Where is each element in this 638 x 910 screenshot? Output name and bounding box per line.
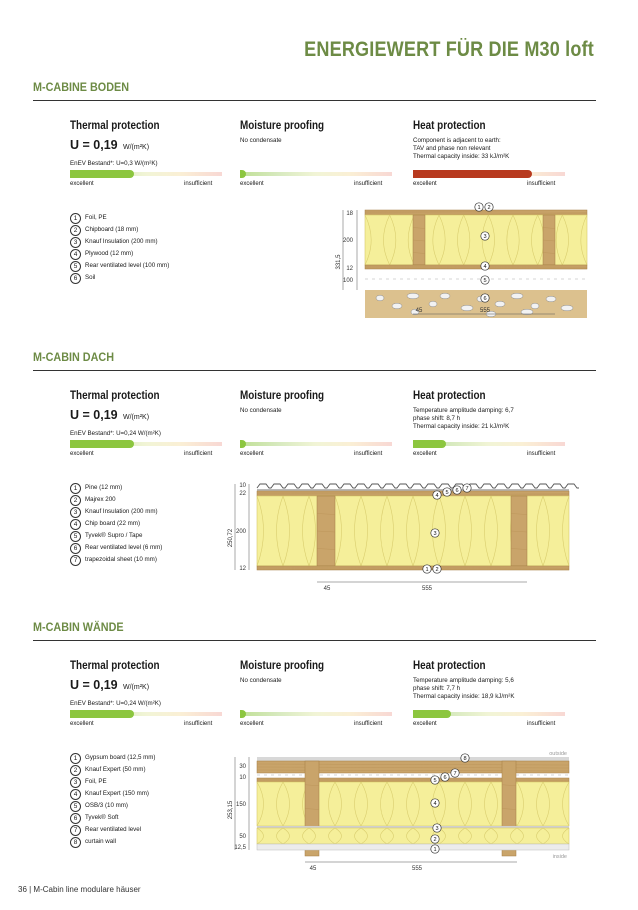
callout-marker (485, 203, 493, 211)
legend-item (70, 482, 162, 494)
legend-label: Tyvek® Soft (85, 814, 119, 821)
scale-bar (240, 170, 246, 178)
legend-label: Chip board (22 mm) (85, 520, 141, 527)
legend-label: Knauf Expert (150 mm) (85, 790, 149, 797)
moisture-text: No condensate (240, 407, 282, 414)
legend-label: Rear ventilated level (85, 826, 142, 833)
scale-excellent: excellent (413, 721, 437, 727)
scale-bar (413, 440, 446, 448)
legend-label: Foil, PE (85, 778, 107, 785)
legend-number: 4 (70, 519, 81, 530)
legend-item (70, 260, 169, 272)
dim-label: 555 (421, 586, 433, 592)
callout-number: 6 (455, 488, 459, 494)
dim-total: 253,15 (228, 800, 234, 820)
legend-number: 4 (70, 249, 81, 260)
heat-line: Thermal capacity inside: 18,9 kJ/m²K (413, 693, 515, 700)
scale-insufficient: insufficient (527, 721, 556, 727)
legend-label: OSB/3 (10 mm) (85, 802, 128, 809)
legend-label: Knauf Insulation (200 mm) (85, 508, 158, 515)
dim-label: 10 (239, 483, 246, 489)
legend-number: 5 (70, 261, 81, 272)
legend-item (70, 776, 156, 788)
thermal-title: Thermal protection (70, 390, 160, 402)
legend-number: 2 (70, 495, 81, 506)
section-diagram (229, 478, 609, 608)
callout-number: 6 (483, 296, 487, 302)
legend-item (70, 752, 156, 764)
legend-label: Foil, PE (85, 214, 107, 221)
curtain-wall (257, 757, 569, 761)
legend-number: 7 (70, 555, 81, 566)
moisture-title: Moisture proofing (240, 390, 325, 402)
thermal-scale (70, 710, 222, 718)
callout-marker (481, 262, 489, 270)
dim-label: 200 (342, 238, 353, 244)
heat-line: Component is adjacent to earth: (413, 137, 501, 144)
dim-label: 150 (235, 802, 246, 808)
gypsum-board (257, 844, 569, 850)
section-heading: M-CABIN WÄNDE (33, 620, 124, 634)
enev-value: EnEV Bestand*: U=0,24 W/(m²K) (70, 430, 161, 437)
legend-item (70, 824, 156, 836)
legend-item (70, 764, 156, 776)
dim-label: 22 (239, 491, 246, 497)
scale-bar (240, 440, 246, 448)
legend-label: trapezoidal sheet (10 mm) (85, 556, 157, 563)
legend-item (70, 530, 162, 542)
u-unit: W/(m²K) (123, 414, 150, 421)
dim-label: 45 (415, 308, 423, 314)
u-value: U = 0,19 (70, 678, 118, 692)
callout-number: 5 (433, 778, 437, 784)
moisture-scale (240, 440, 392, 448)
section-diagram (295, 200, 595, 320)
scale-insufficient: insufficient (184, 181, 213, 187)
heat-title: Heat protection (413, 660, 486, 672)
scale-gradient (240, 172, 392, 176)
callout-marker (433, 491, 441, 499)
callout-marker (431, 529, 439, 537)
callout-marker (481, 294, 489, 302)
legend-number: 1 (70, 483, 81, 494)
callout-number: 3 (483, 234, 487, 240)
callout-marker (431, 835, 439, 843)
legend-item (70, 518, 162, 530)
callout-marker (463, 484, 471, 492)
legend-number: 2 (70, 765, 81, 776)
legend-item (70, 506, 162, 518)
section-divider (33, 100, 596, 101)
dim-label: 12 (346, 266, 353, 272)
scale-gradient (240, 712, 392, 716)
inside-label: inside (552, 854, 567, 860)
heat-title: Heat protection (413, 390, 486, 402)
dim-label: 18 (346, 211, 353, 217)
heat-title: Heat protection (413, 120, 486, 132)
legend-item (70, 554, 162, 566)
legend-item (70, 542, 162, 554)
scale-excellent: excellent (70, 721, 94, 727)
legend-item (70, 494, 162, 506)
callout-number: 5 (483, 278, 487, 284)
u-value: U = 0,19 (70, 138, 118, 152)
section-2 (33, 350, 596, 592)
heat-line: TAV and phase non relevant (413, 145, 491, 152)
legend-number: 3 (70, 777, 81, 788)
scale-excellent: excellent (240, 181, 264, 187)
dim-label: 12,5 (234, 845, 246, 851)
dim-label: 200 (235, 529, 246, 535)
heat-line: Temperature amplitude damping: 5,6 (413, 677, 514, 684)
dim-label: 555 (411, 866, 423, 872)
u-unit: W/(m²K) (123, 144, 150, 151)
thermal-scale (70, 170, 222, 178)
legend-label: Knauf Insulation (200 mm) (85, 238, 158, 245)
scale-excellent: excellent (240, 451, 264, 457)
dim-label: 45 (309, 866, 317, 872)
legend-label: Rear ventilated level (6 mm) (85, 544, 163, 551)
scale-insufficient: insufficient (527, 181, 556, 187)
scale-insufficient: insufficient (184, 721, 213, 727)
legend-item (70, 236, 169, 248)
legend-item (70, 212, 169, 224)
scale-insufficient: insufficient (354, 451, 383, 457)
legend-number: 6 (70, 273, 81, 284)
legend-number: 8 (70, 837, 81, 848)
thermal-title: Thermal protection (70, 660, 160, 672)
scale-bar (413, 710, 451, 718)
scale-bar (240, 710, 246, 718)
trapezoidal-sheet (257, 484, 579, 488)
callout-number: 2 (433, 837, 437, 843)
legend-item (70, 788, 156, 800)
section-diagram (229, 748, 609, 878)
layer-legend (70, 752, 156, 848)
callout-number: 2 (435, 567, 439, 573)
legend-number: 6 (70, 543, 81, 554)
dim-label: 30 (239, 764, 246, 770)
layer-legend (70, 212, 169, 284)
callout-marker (431, 799, 439, 807)
section-divider (33, 640, 596, 641)
callout-number: 1 (477, 205, 481, 211)
callout-marker (431, 776, 439, 784)
moisture-scale (240, 170, 392, 178)
legend-number: 3 (70, 237, 81, 248)
legend-item (70, 836, 156, 848)
callout-marker (453, 486, 461, 494)
section-divider (33, 370, 596, 371)
heat-scale (413, 440, 565, 448)
section-heading: M-CABINE BODEN (33, 80, 130, 94)
dim-total: 250,72 (228, 528, 234, 548)
legend-label: Plywood (12 mm) (85, 250, 134, 257)
scale-excellent: excellent (413, 451, 437, 457)
dim-label: 50 (239, 834, 246, 840)
heat-line: phase shift: 7,7 h (413, 685, 461, 692)
enev-value: EnEV Bestand*: U=0,3 W/(m²K) (70, 160, 158, 167)
callout-marker (443, 488, 451, 496)
callout-marker (433, 824, 441, 832)
moisture-text: No condensate (240, 677, 282, 684)
moisture-title: Moisture proofing (240, 660, 325, 672)
layer-legend (70, 482, 162, 566)
callout-number: 4 (433, 801, 437, 807)
callout-marker (475, 203, 483, 211)
heat-line: Thermal capacity inside: 21 kJ/m²K (413, 423, 510, 430)
callout-number: 8 (463, 756, 467, 762)
scale-excellent: excellent (413, 181, 437, 187)
legend-number: 5 (70, 801, 81, 812)
u-unit: W/(m²K) (123, 684, 150, 691)
roof-section-drawing (229, 478, 609, 608)
scale-bar (70, 440, 134, 448)
callout-number: 3 (435, 826, 439, 832)
scale-insufficient: insufficient (354, 721, 383, 727)
legend-number: 1 (70, 753, 81, 764)
legend-number: 7 (70, 825, 81, 836)
moisture-title: Moisture proofing (240, 120, 325, 132)
legend-label: Chipboard (18 mm) (85, 226, 139, 233)
scale-bar (70, 710, 134, 718)
dim-label: 45 (323, 586, 331, 592)
legend-label: Soil (85, 274, 96, 281)
callout-marker (481, 276, 489, 284)
callout-number: 5 (445, 490, 449, 496)
legend-item (70, 800, 156, 812)
heat-line: Temperature amplitude damping: 6,7 (413, 407, 514, 414)
enev-value: EnEV Bestand*: U=0,24 W/(m²K) (70, 700, 161, 707)
legend-number: 4 (70, 789, 81, 800)
dim-label: 555 (479, 308, 491, 314)
callout-marker (433, 565, 441, 573)
legend-label: Majrex 200 (85, 496, 116, 503)
legend-label: Knauf Expert (50 mm) (85, 766, 146, 773)
callout-marker (481, 232, 489, 240)
section-heading: M-CABIN DACH (33, 350, 114, 364)
callout-number: 2 (487, 205, 491, 211)
scale-insufficient: insufficient (354, 181, 383, 187)
thermal-scale (70, 440, 222, 448)
wall-section-drawing (229, 748, 609, 878)
dim-label: 12 (239, 566, 246, 572)
scale-insufficient: insufficient (527, 451, 556, 457)
scale-excellent: excellent (70, 181, 94, 187)
legend-number: 3 (70, 507, 81, 518)
dim-label: 100 (342, 278, 353, 284)
legend-number: 2 (70, 225, 81, 236)
scale-excellent: excellent (70, 451, 94, 457)
moisture-text: No condensate (240, 137, 282, 144)
callout-marker (461, 754, 469, 762)
callout-number: 4 (435, 493, 439, 499)
scale-bar (413, 170, 532, 178)
legend-item (70, 248, 169, 260)
callout-marker (451, 769, 459, 777)
heat-line: phase shift: 8,7 h (413, 415, 461, 422)
legend-label: Tyvek® Supro / Tape (85, 532, 143, 539)
heat-scale (413, 170, 565, 178)
callout-marker (431, 845, 439, 853)
callout-number: 1 (425, 567, 429, 573)
heat-line: Thermal capacity inside: 33 kJ/m²K (413, 153, 510, 160)
legend-number: 5 (70, 531, 81, 542)
callout-number: 3 (433, 531, 437, 537)
dim-label: 10 (239, 775, 246, 781)
callout-marker (423, 565, 431, 573)
legend-item (70, 224, 169, 236)
legend-label: Rear ventilated level (100 mm) (85, 262, 170, 269)
outside-label: outside (549, 751, 567, 757)
section-1 (33, 80, 596, 314)
scale-insufficient: insufficient (184, 451, 213, 457)
legend-number: 6 (70, 813, 81, 824)
legend-label: Gypsum board (12,5 mm) (85, 754, 156, 761)
floor-section-drawing (295, 200, 595, 320)
heat-scale (413, 710, 565, 718)
legend-item (70, 272, 169, 284)
callout-number: 7 (453, 771, 457, 777)
callout-number: 6 (443, 775, 447, 781)
legend-label: curtain wall (85, 838, 116, 845)
section-3 (33, 620, 596, 872)
legend-label: Pine (12 mm) (85, 484, 123, 491)
thermal-title: Thermal protection (70, 120, 160, 132)
page-title: ENERGIEWERT FÜR DIE M30 loft (304, 38, 594, 61)
moisture-scale (240, 710, 392, 718)
scale-gradient (240, 442, 392, 446)
callout-marker (441, 773, 449, 781)
callout-number: 7 (465, 486, 469, 492)
legend-item (70, 812, 156, 824)
callout-number: 1 (433, 847, 437, 853)
callout-number: 4 (483, 264, 487, 270)
u-value: U = 0,19 (70, 408, 118, 422)
scale-excellent: excellent (240, 721, 264, 727)
legend-number: 1 (70, 213, 81, 224)
dim-total: 331,5 (336, 254, 342, 270)
page-footer: 36 | M-Cabin line modulare häuser (18, 885, 141, 894)
scale-bar (70, 170, 134, 178)
